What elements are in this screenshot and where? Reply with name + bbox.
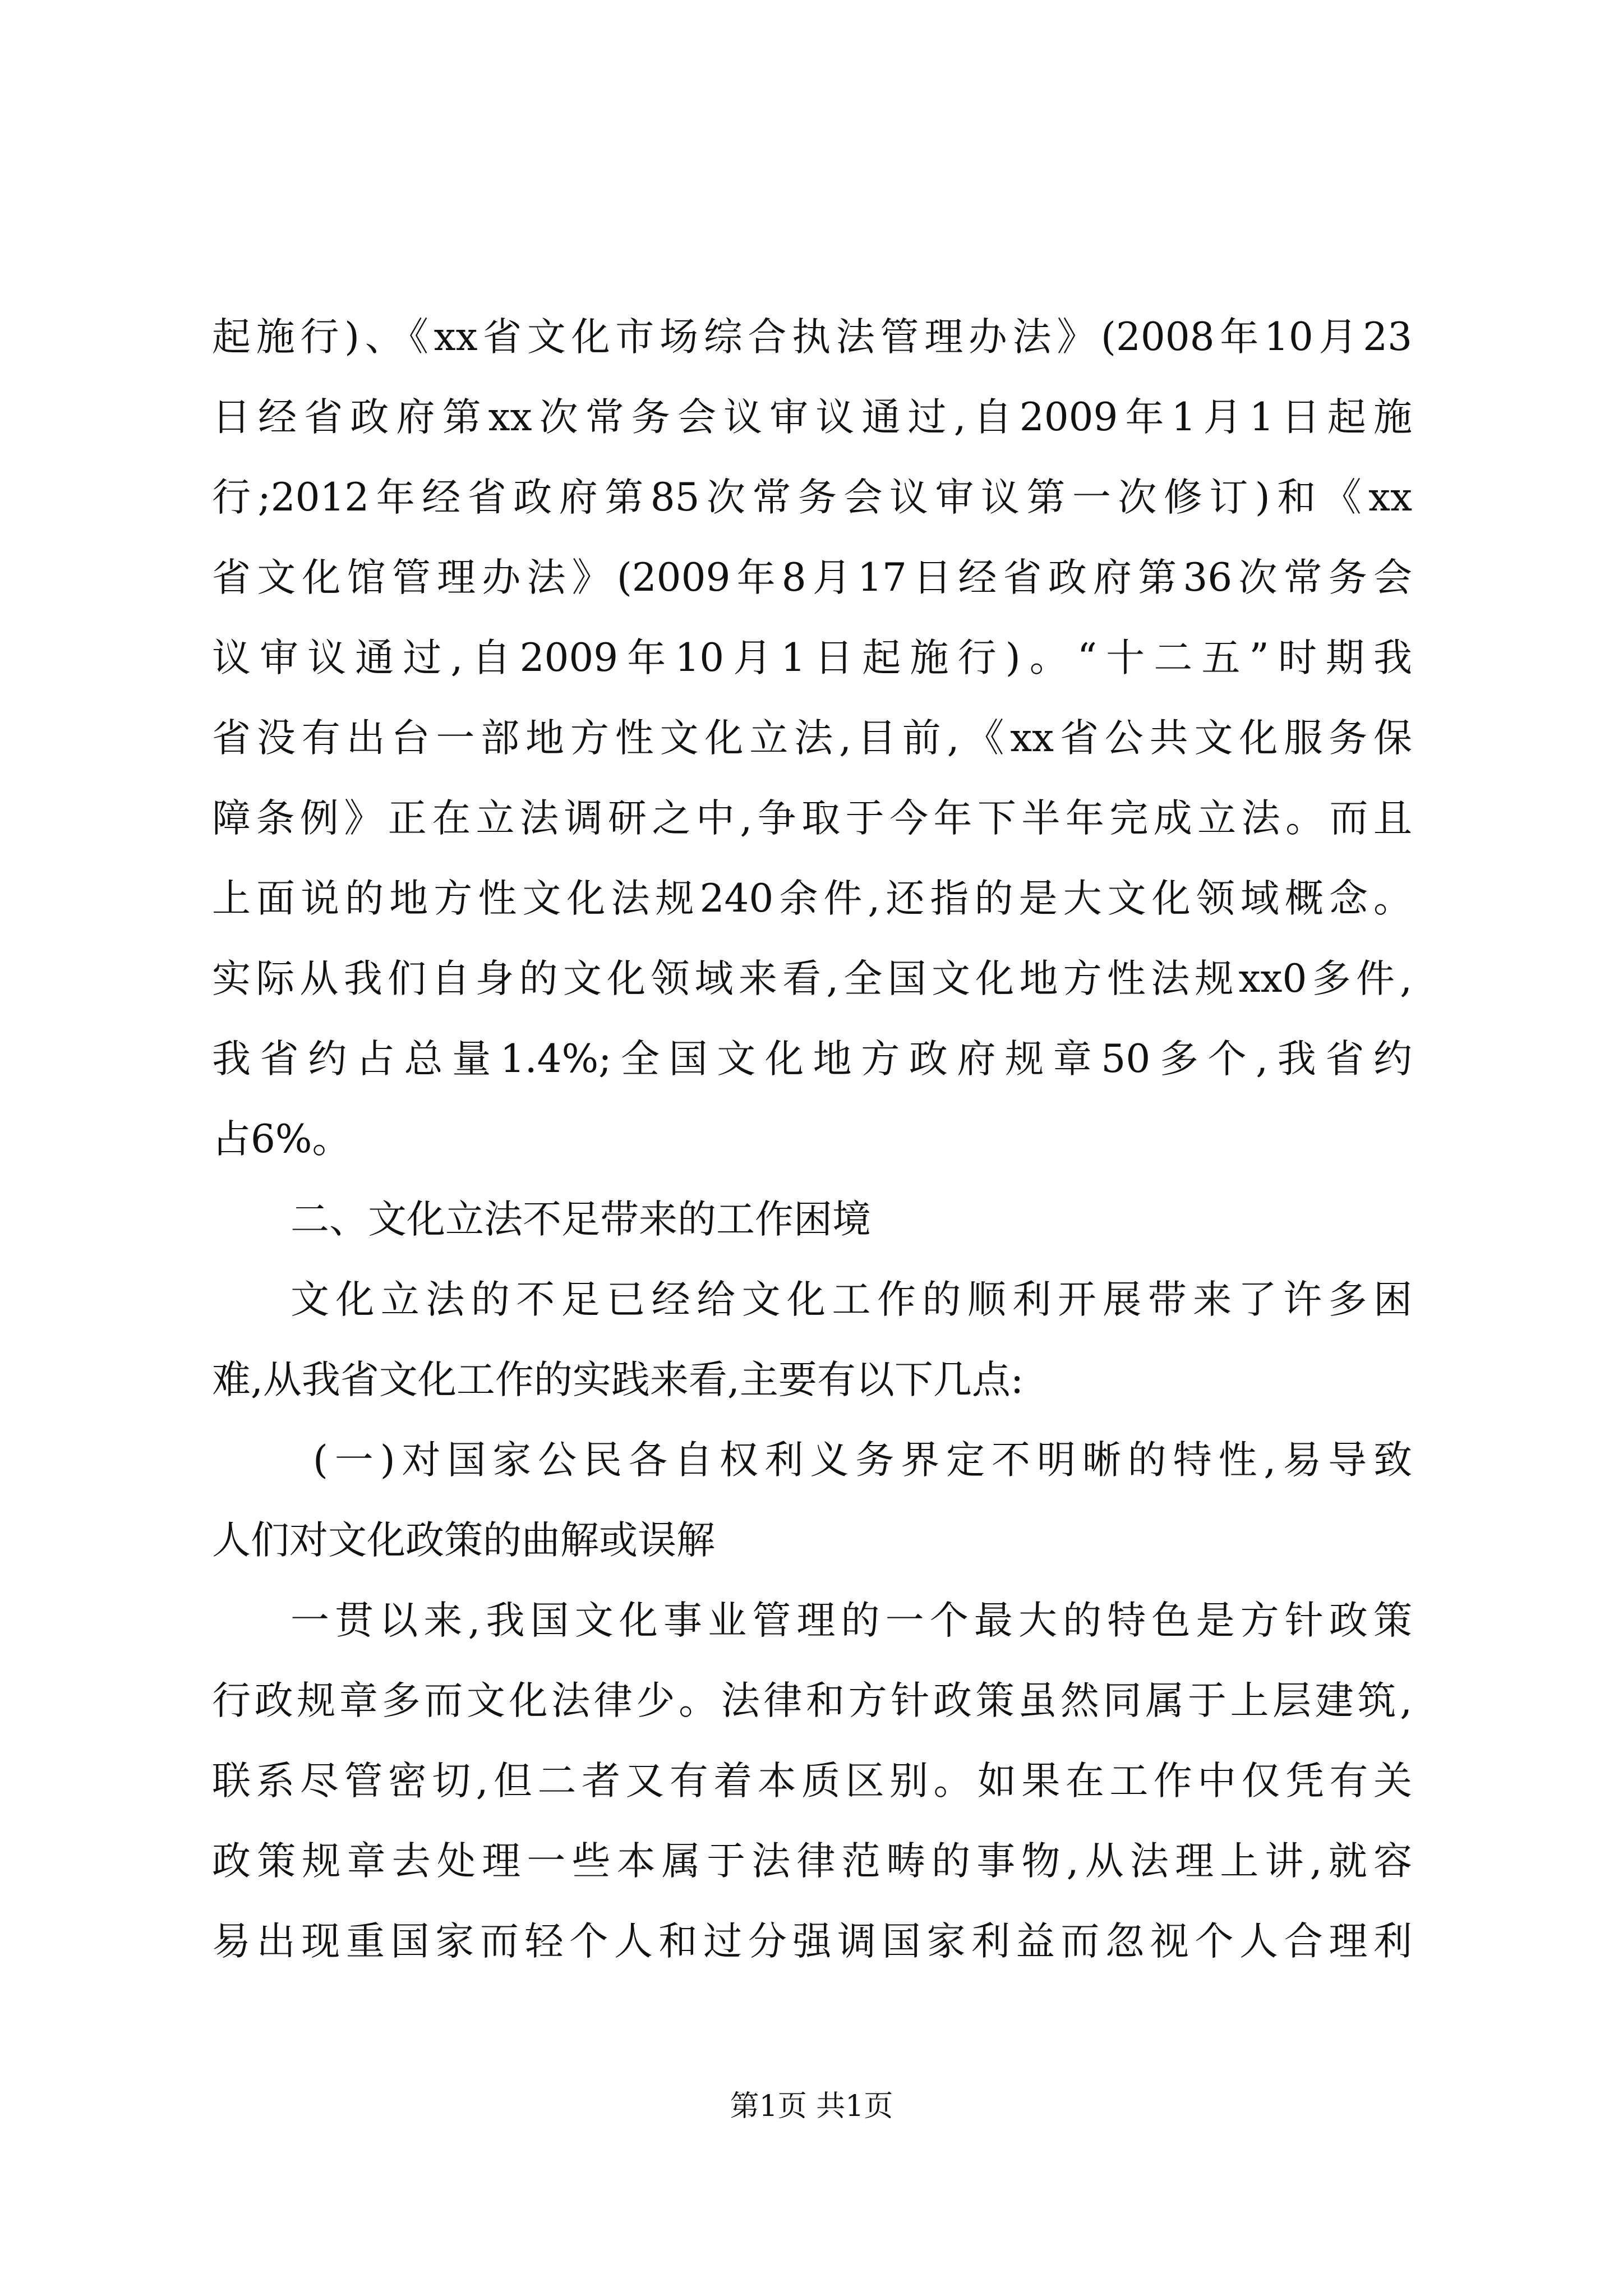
text-line: 我省约占总量1.4%;全国文化地方政府规章50多个,我省约	[212, 1037, 1412, 1082]
text-line: 行;2012年经省政府第85次常务会议审议第一次修订)和《xx	[212, 475, 1412, 520]
page-footer: 第1页 共1页	[730, 2090, 893, 2123]
text-line: 联系尽管密切,但二者又有着本质区别。如果在工作中仅凭有关	[212, 1759, 1412, 1803]
text-line: 占6%。	[212, 1117, 351, 1162]
document-body	[212, 297, 1412, 1982]
text-line: 文化立法的不足已经给文化工作的顺利开展带来了许多困	[291, 1277, 1412, 1322]
text-line: 实际从我们自身的文化领域来看,全国文化地方性法规xx0多件,	[212, 956, 1412, 1001]
text-line: 难,从我省文化工作的实践来看,主要有以下几点:	[212, 1358, 1024, 1402]
text-line: 上面说的地方性文化法规240余件,还指的是大文化领域概念。	[212, 876, 1412, 921]
text-line: 障条例》正在立法调研之中,争取于今年下半年完成立法。而且	[212, 796, 1412, 841]
text-line: 议审议通过,自2009年10月1日起施行)。“十二五”时期我	[212, 636, 1412, 680]
subsection-heading: (一)对国家公民各自权利义务界定不明晰的特性,易导致	[313, 1438, 1412, 1483]
text-line: 省文化馆管理办法》(2009年8月17日经省政府第36次常务会	[212, 555, 1412, 600]
text-line: 易出现重国家而轻个人和过分强调国家利益而忽视个人合理利	[212, 1919, 1412, 1964]
text-line: 日经省政府第xx次常务会议审议通过,自2009年1月1日起施	[212, 395, 1412, 440]
subsection-heading-cont: 人们对文化政策的曲解或误解	[212, 1518, 715, 1563]
text-line: 一贯以来,我国文化事业管理的一个最大的特色是方针政策	[291, 1598, 1412, 1643]
text-line: 省没有出台一部地方性文化立法,目前,《xx省公共文化服务保	[212, 716, 1412, 761]
text-line: 政策规章去处理一些本属于法律范畴的事物,从法理上讲,就容	[212, 1839, 1412, 1884]
text-line: 行政规章多而文化法律少。法律和方针政策虽然同属于上层建筑,	[212, 1678, 1412, 1723]
text-line: 起施行)、《xx省文化市场综合执法管理办法》(2008年10月23	[212, 315, 1412, 360]
section-heading: 二、文化立法不足带来的工作困境	[291, 1197, 871, 1242]
